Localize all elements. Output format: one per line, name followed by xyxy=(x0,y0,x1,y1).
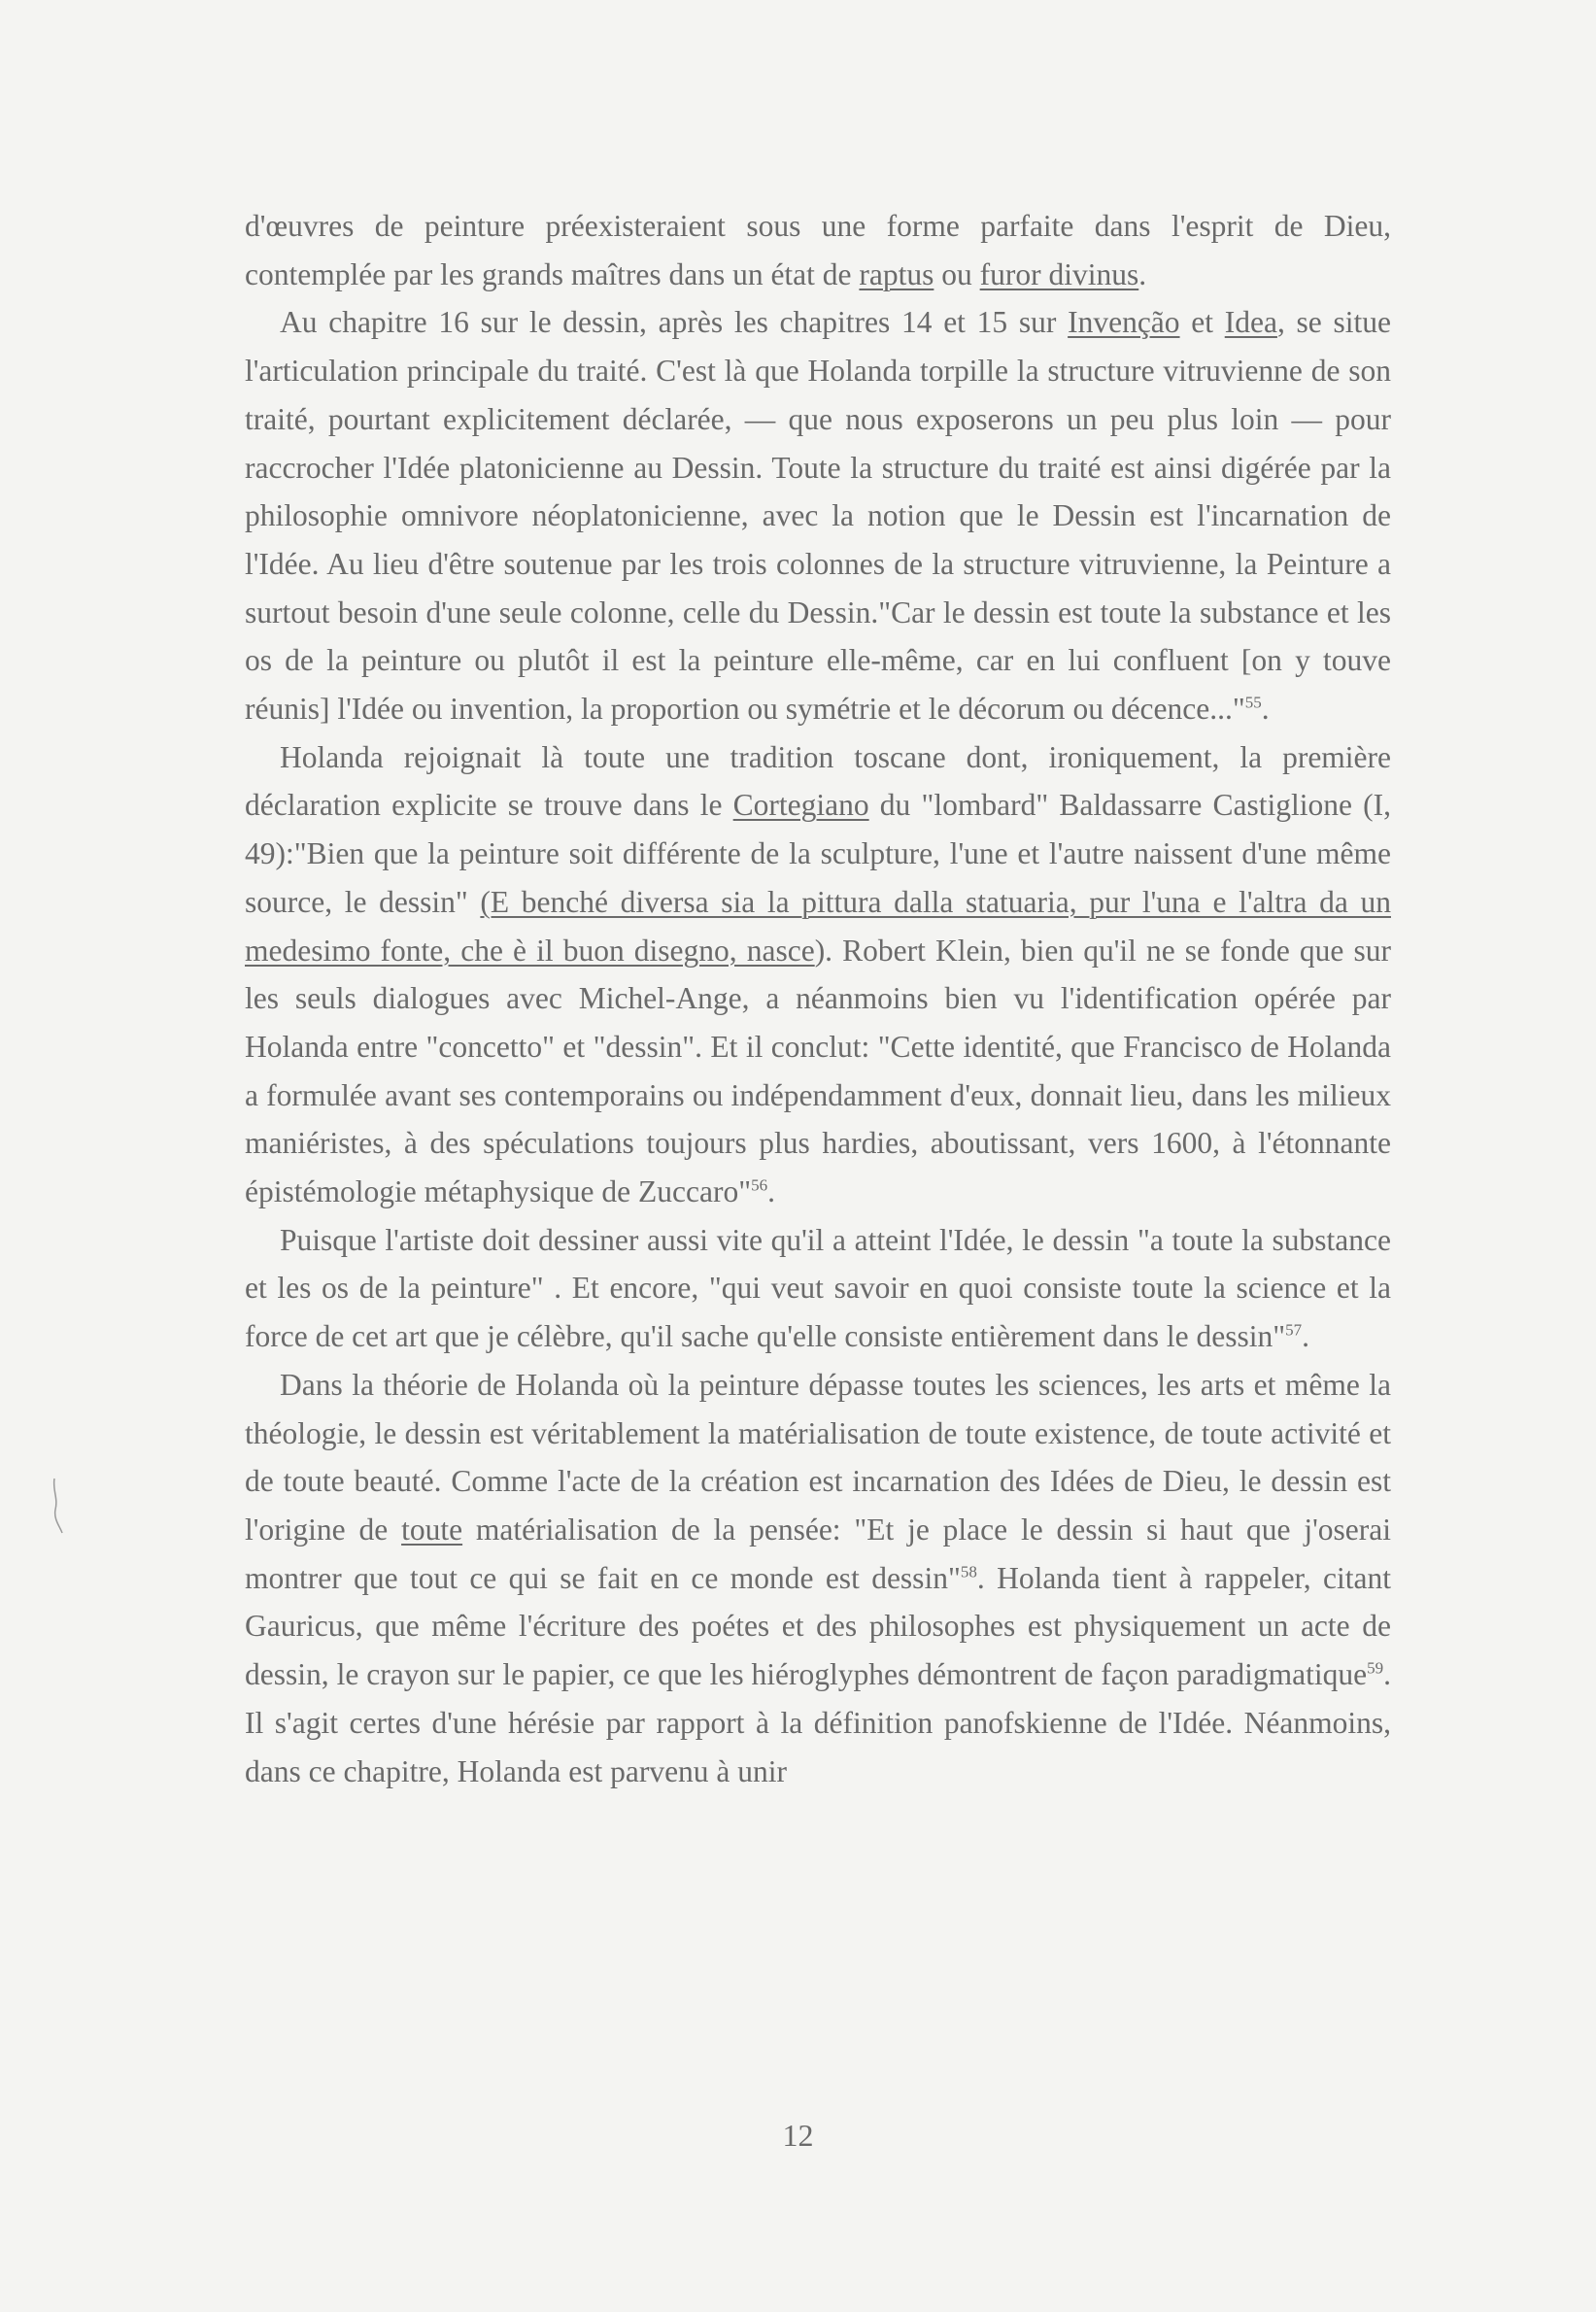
footnote-ref: 57 xyxy=(1285,1320,1303,1340)
text-run: Holanda rejoignait là toute une tradition toscane dont, ironiquement, la première déclaration explicite se trouve dans le xyxy=(245,739,1391,823)
underlined-term: Cortegiano xyxy=(732,788,869,823)
text-run: . xyxy=(1261,692,1270,727)
text-run: du "lombard" Baldassarre Castiglione (I, 49):"Bien que la peinture soit différente de la sculpture, l'une et l'autre naissent d'une même source, le dessin" xyxy=(245,788,1392,919)
underlined-term: toute xyxy=(401,1512,463,1547)
footnote-ref: 58 xyxy=(960,1562,977,1581)
text-run: . xyxy=(1302,1319,1309,1354)
text-run: matérialisation de la pensée: "Et je place le dessin si haut que j'oserai montrer que tout ce qui se fait en ce monde est dessin" xyxy=(245,1512,1391,1595)
underlined-term: raptus xyxy=(859,256,934,291)
footnote-ref: 56 xyxy=(751,1175,768,1195)
text-run: . xyxy=(767,1174,775,1209)
text-run: . xyxy=(1138,256,1147,291)
text-run: d'œuvres de peinture préexisteraient sous une forme parfaite dans l'esprit de Dieu, contemplée par les grands maîtres dans un état de xyxy=(245,209,1391,291)
underlined-term: furor divinus xyxy=(979,256,1139,291)
page-number: 12 xyxy=(782,2118,814,2153)
paragraph xyxy=(245,733,1391,1216)
paragraph xyxy=(245,1216,1391,1361)
text-run: . Holanda tient à rappeler, citant Gauricus, que même l'écriture des poétes et des philosophes est physiquement un acte de dessin, le crayon sur le papier, ce que les hiéroglyphes démontrent de façon paradigmatique xyxy=(245,1560,1392,1692)
text-run: Puisque l'artiste doit dessiner aussi vite qu'il a atteint l'Idée, le dessin "a toute la substance et les os de la peinture" . Et encore, "qui veut savoir en quoi consiste toute la science et la force de cet art que je célèbre, qu'il sache qu'elle consiste entièrement dans le dessin" xyxy=(245,1222,1391,1354)
underlined-term: Idea xyxy=(1224,305,1277,340)
underlined-term: (E benché diversa sia la pittura dalla statuaria, pur l'una e l'altra da un medesimo fonte, che è il buon disegno, nasce xyxy=(245,884,1391,968)
paragraph xyxy=(245,298,1391,732)
text-run: . Il s'agit certes d'une hérésie par rapport à la définition panofskienne de l'Idée. Néanmoins, dans ce chapitre, Holanda est parvenu à unir xyxy=(245,1657,1391,1788)
text-run: ou xyxy=(934,256,980,291)
text-run: ). Robert Klein, bien qu'il ne se fonde que sur les seuls dialogues avec Michel-Ange, a néanmoins bien vu l'identification opérée par Holanda entre "concetto" et "dessin". Et il conclut: "Cette identité, que Francisco de Holanda a formulée avant ses contemporains ou indépendamment d'eux, donnait lieu, dans les milieux maniéristes, à des spéculations toujours plus hardies, aboutissant, vers 1600, à l'étonnante épistémologie métaphysique de Zuccaro" xyxy=(245,933,1391,1209)
footnote-ref: 59 xyxy=(1367,1658,1384,1678)
text-run: et xyxy=(1179,305,1225,340)
paragraph xyxy=(245,1361,1391,1795)
footnote-ref: 55 xyxy=(1244,693,1262,712)
margin-pencil-mark xyxy=(49,1477,68,1535)
text-run: Au chapitre 16 sur le dessin, après les chapitres 14 et 15 sur xyxy=(280,305,1069,340)
underlined-term: Invenção xyxy=(1068,305,1180,340)
paragraph xyxy=(245,202,1391,298)
text-run: , se situe l'articulation principale du traité. C'est là que Holanda torpille la structure vitruvienne de son traité, pourtant explicitement déclarée, — que nous exposerons un peu plus loin — pour raccrocher l'Idée platonicienne au Dessin. Toute la structure du traité est ainsi digérée par la philosophie omnivore néoplatonicienne, avec la notion que le Dessin est l'incarnation de l'Idée. Au lieu d'être soutenue par les trois colonnes de la structure vitruvienne, la Peinture a surtout besoin d'une seule colonne, celle du Dessin."Car le dessin est toute la substance et les os de la peinture ou plutôt il est la peinture elle-même, car en lui confluent [on y touve réunis] l'Idée ou invention, la proportion ou symétrie et le décorum ou décence..." xyxy=(245,305,1391,727)
body-text xyxy=(245,202,1391,1795)
text-run: Dans la théorie de Holanda où la peinture dépasse toutes les sciences, les arts et même la théologie, le dessin est véritablement la matérialisation de toute existence, de toute activité et de toute beauté. Comme l'acte de la création est incarnation des Idées de Dieu, le dessin est l'origine de xyxy=(245,1367,1391,1547)
